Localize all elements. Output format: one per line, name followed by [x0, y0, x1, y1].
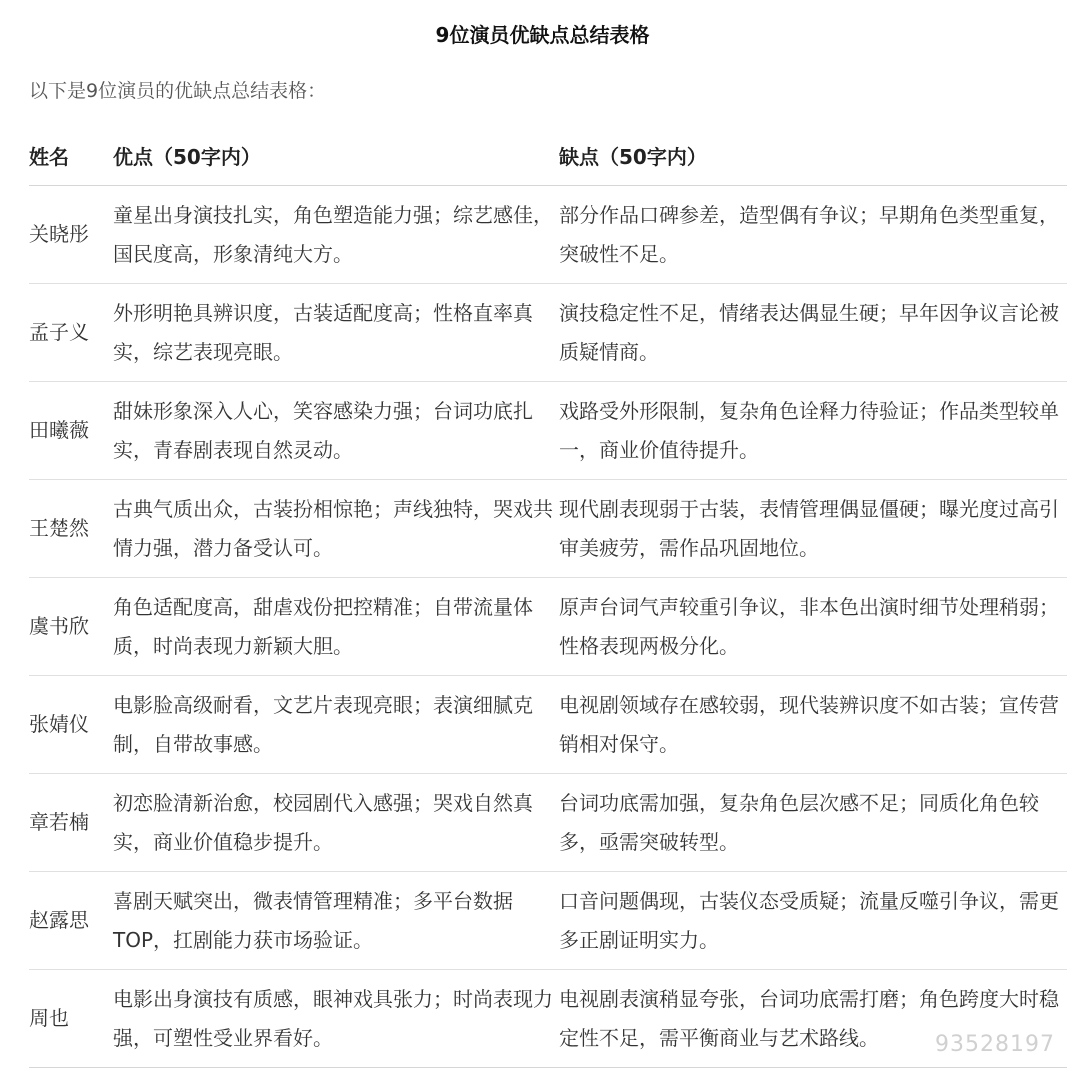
- actor-pros: 角色适配度高，甜虐戏份把控精准；自带流量体质，时尚表现力新颖大胆。: [113, 578, 559, 676]
- table-row: [29, 284, 1067, 382]
- table-row: [29, 970, 1067, 1068]
- actor-cons: 原声台词气声较重引争议，非本色出演时细节处理稍弱；性格表现两极分化。: [559, 578, 1067, 676]
- actor-cons: 戏路受外形限制，复杂角色诠释力待验证；作品类型较单一，商业价值待提升。: [559, 382, 1067, 480]
- actor-pros: 初恋脸清新治愈，校园剧代入感强；哭戏自然真实，商业价值稳步提升。: [113, 774, 559, 872]
- table-row: [29, 578, 1067, 676]
- table-row: [29, 382, 1067, 480]
- table-row: [29, 676, 1067, 774]
- actor-name: 张婧仪: [29, 676, 113, 774]
- page-title: 9位演员优缺点总结表格: [435, 23, 650, 47]
- actor-name: 孟子义: [29, 284, 113, 382]
- table-header-row: [29, 129, 1067, 186]
- actor-pros: 电影出身演技有质感，眼神戏具张力；时尚表现力强，可塑性受业界看好。: [113, 970, 559, 1068]
- actor-pros: 外形明艳具辨识度，古装适配度高；性格直率真实，综艺表现亮眼。: [113, 284, 559, 382]
- actor-cons: 电视剧表演稍显夸张，台词功底需打磨；角色跨度大时稳定性不足，需平衡商业与艺术路线。: [559, 970, 1067, 1068]
- actor-name: 关晓彤: [29, 186, 113, 284]
- actor-name: 章若楠: [29, 774, 113, 872]
- actor-cons: 电视剧领域存在感较弱，现代装辨识度不如古装；宣传营销相对保守。: [559, 676, 1067, 774]
- actor-name: 王楚然: [29, 480, 113, 578]
- header-pros: 优点（50字内）: [113, 129, 559, 186]
- actor-pros: 古典气质出众，古装扮相惊艳；声线独特，哭戏共情力强，潜力备受认可。: [113, 480, 559, 578]
- actor-cons: 台词功底需加强，复杂角色层次感不足；同质化角色较多，亟需突破转型。: [559, 774, 1067, 872]
- table-row: [29, 872, 1067, 970]
- table-row: [29, 774, 1067, 872]
- actor-pros: 甜妹形象深入人心，笑容感染力强；台词功底扎实，青春剧表现自然灵动。: [113, 382, 559, 480]
- actor-pros: 童星出身演技扎实，角色塑造能力强；综艺感佳，国民度高，形象清纯大方。: [113, 186, 559, 284]
- actor-cons: 部分作品口碑参差，造型偶有争议；早期角色类型重复，突破性不足。: [559, 186, 1067, 284]
- table-row: [29, 186, 1067, 284]
- actor-pros: 喜剧天赋突出，微表情管理精准；多平台数据TOP，扛剧能力获市场验证。: [113, 872, 559, 970]
- actor-pros: 电影脸高级耐看，文艺片表现亮眼；表演细腻克制，自带故事感。: [113, 676, 559, 774]
- actor-name: 赵露思: [29, 872, 113, 970]
- actor-summary-table: [29, 129, 1067, 1068]
- actor-name: 田曦薇: [29, 382, 113, 480]
- actor-name: 虞书欣: [29, 578, 113, 676]
- actor-cons: 演技稳定性不足，情绪表达偶显生硬；早年因争议言论被质疑情商。: [559, 284, 1067, 382]
- watermark: 93528197: [935, 1032, 1055, 1057]
- header-cons: 缺点（50字内）: [559, 129, 1067, 186]
- intro-text: 以下是9位演员的优缺点总结表格：: [29, 80, 327, 102]
- actor-name: 周也: [29, 970, 113, 1068]
- header-name: 姓名: [29, 129, 113, 186]
- actor-cons: 现代剧表现弱于古装，表情管理偶显僵硬；曝光度过高引审美疲劳，需作品巩固地位。: [559, 480, 1067, 578]
- table-row: [29, 480, 1067, 578]
- actor-cons: 口音问题偶现，古装仪态受质疑；流量反噬引争议，需更多正剧证明实力。: [559, 872, 1067, 970]
